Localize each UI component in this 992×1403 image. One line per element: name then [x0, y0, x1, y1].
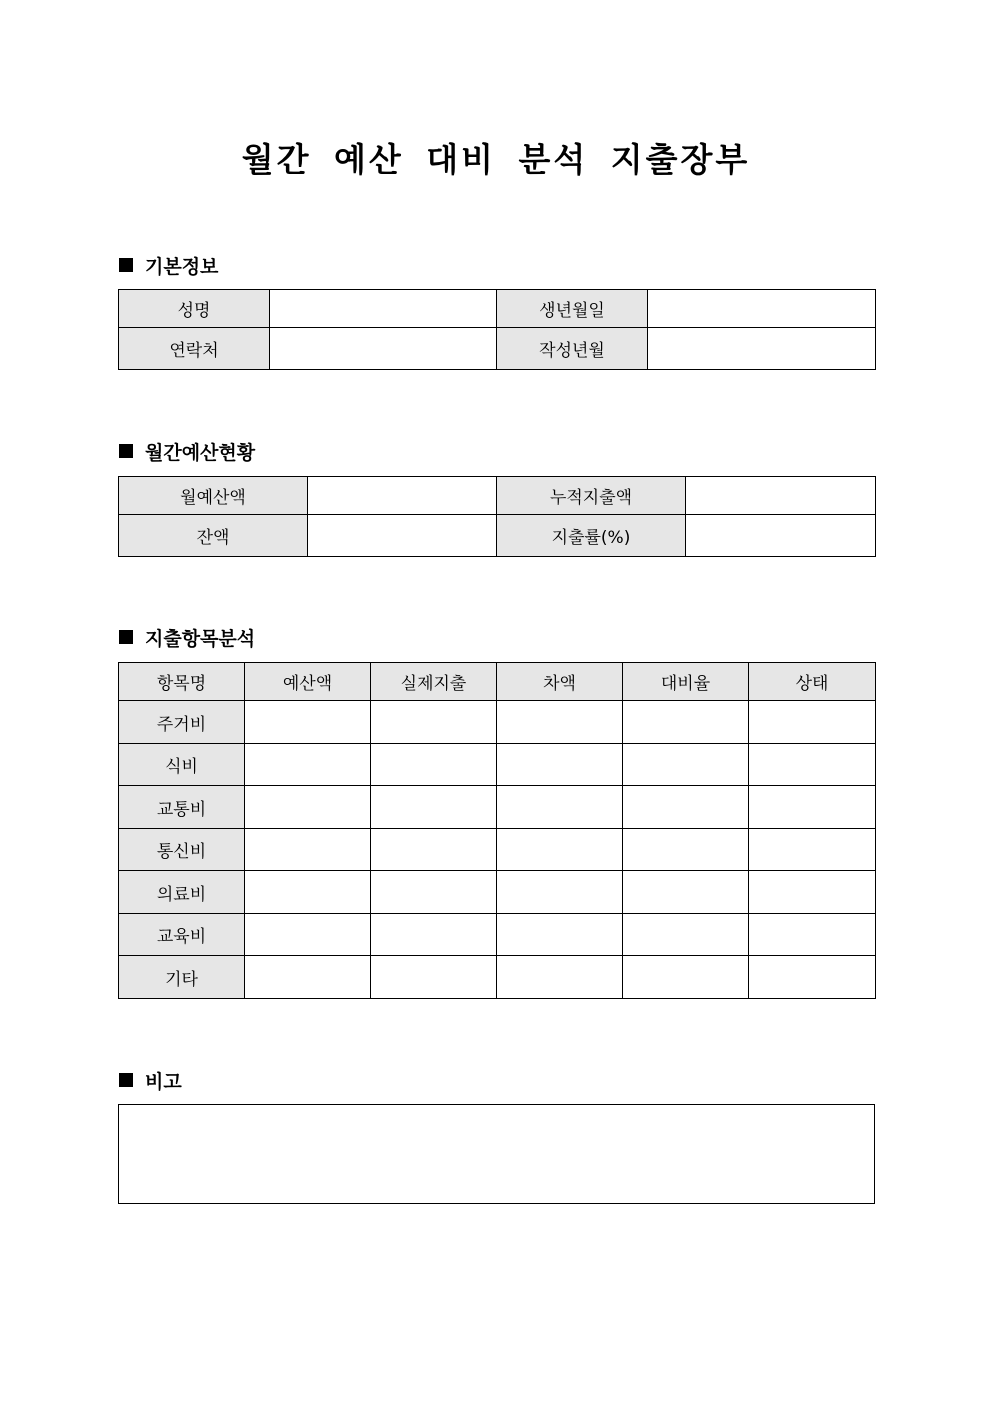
table-row [119, 290, 876, 328]
item-name-cell: 교육비 [119, 914, 245, 956]
table-cell[interactable] [245, 829, 371, 871]
table-cell[interactable] [497, 956, 623, 999]
item-name-cell: 기타 [119, 956, 245, 999]
column-header: 예산액 [245, 663, 371, 701]
table-row [119, 328, 876, 370]
spending-rate-label: 지출률(%) [497, 515, 686, 557]
column-header: 상태 [749, 663, 876, 701]
table-cell[interactable] [623, 701, 749, 744]
table-cell[interactable] [245, 786, 371, 829]
item-name-cell: 통신비 [119, 829, 245, 871]
table-row [119, 701, 876, 744]
birthdate-field[interactable] [648, 290, 876, 328]
table-cell[interactable] [623, 786, 749, 829]
table-row [119, 744, 876, 786]
table-cell[interactable] [371, 701, 497, 744]
table-cell[interactable] [371, 829, 497, 871]
written-month-label: 작성년월 [497, 328, 648, 370]
square-bullet-icon [119, 258, 133, 272]
remarks-heading-label: 비고 [145, 1070, 182, 1093]
name-label: 성명 [119, 290, 270, 328]
table-cell[interactable] [245, 871, 371, 914]
table-cell[interactable] [749, 701, 876, 744]
table-cell[interactable] [371, 914, 497, 956]
page-title: 월간 예산 대비 분석 지출장부 [241, 140, 751, 179]
expense-analysis-heading [119, 625, 255, 649]
table-cell[interactable] [623, 871, 749, 914]
table-cell[interactable] [245, 956, 371, 999]
table-cell[interactable] [371, 871, 497, 914]
table-row [119, 914, 876, 956]
spending-rate-field[interactable] [686, 515, 876, 557]
budget-status-table [118, 476, 876, 557]
table-cell[interactable] [371, 744, 497, 786]
table-row [119, 786, 876, 829]
remarks-box[interactable] [118, 1104, 875, 1204]
table-cell[interactable] [749, 744, 876, 786]
table-cell[interactable] [623, 829, 749, 871]
table-cell[interactable] [749, 786, 876, 829]
square-bullet-icon [119, 1073, 133, 1087]
table-cell[interactable] [623, 914, 749, 956]
table-row [119, 829, 876, 871]
table-cell[interactable] [749, 914, 876, 956]
table-cell[interactable] [371, 786, 497, 829]
budget-status-heading [119, 439, 255, 463]
expense-analysis-heading-label: 지출항목분석 [145, 627, 256, 650]
table-cell[interactable] [749, 871, 876, 914]
item-name-cell: 의료비 [119, 871, 245, 914]
header-row [119, 663, 876, 701]
table-cell[interactable] [497, 871, 623, 914]
square-bullet-icon [119, 630, 133, 644]
table-cell[interactable] [497, 744, 623, 786]
square-bullet-icon [119, 444, 133, 458]
monthly-budget-label: 월예산액 [119, 477, 308, 515]
table-cell[interactable] [371, 956, 497, 999]
table-cell[interactable] [245, 744, 371, 786]
table-cell[interactable] [749, 956, 876, 999]
item-name-cell: 식비 [119, 744, 245, 786]
item-name-cell: 교통비 [119, 786, 245, 829]
remarks-heading [119, 1068, 182, 1092]
budget-status-heading-label: 월간예산현황 [145, 441, 256, 464]
contact-field[interactable] [270, 328, 497, 370]
expense-analysis-table [118, 662, 876, 999]
balance-field[interactable] [308, 515, 497, 557]
column-header: 실제지출 [371, 663, 497, 701]
table-cell[interactable] [497, 829, 623, 871]
table-cell[interactable] [245, 701, 371, 744]
table-row [119, 515, 876, 557]
table-cell[interactable] [497, 701, 623, 744]
column-header: 항목명 [119, 663, 245, 701]
column-header: 대비율 [623, 663, 749, 701]
basic-info-table [118, 289, 876, 370]
monthly-budget-field[interactable] [308, 477, 497, 515]
table-row [119, 477, 876, 515]
table-row [119, 956, 876, 999]
balance-label: 잔액 [119, 515, 308, 557]
table-cell[interactable] [623, 956, 749, 999]
table-cell[interactable] [245, 914, 371, 956]
table-cell[interactable] [497, 786, 623, 829]
table-cell[interactable] [749, 829, 876, 871]
name-field[interactable] [270, 290, 497, 328]
basic-info-heading-label: 기본정보 [145, 255, 219, 278]
cumulative-spending-field[interactable] [686, 477, 876, 515]
contact-label: 연락처 [119, 328, 270, 370]
table-cell[interactable] [497, 914, 623, 956]
table-cell[interactable] [623, 744, 749, 786]
item-name-cell: 주거비 [119, 701, 245, 744]
basic-info-heading [119, 253, 218, 277]
birthdate-label: 생년월일 [497, 290, 648, 328]
cumulative-spending-label: 누적지출액 [497, 477, 686, 515]
table-row [119, 871, 876, 914]
column-header: 차액 [497, 663, 623, 701]
written-month-field[interactable] [648, 328, 876, 370]
